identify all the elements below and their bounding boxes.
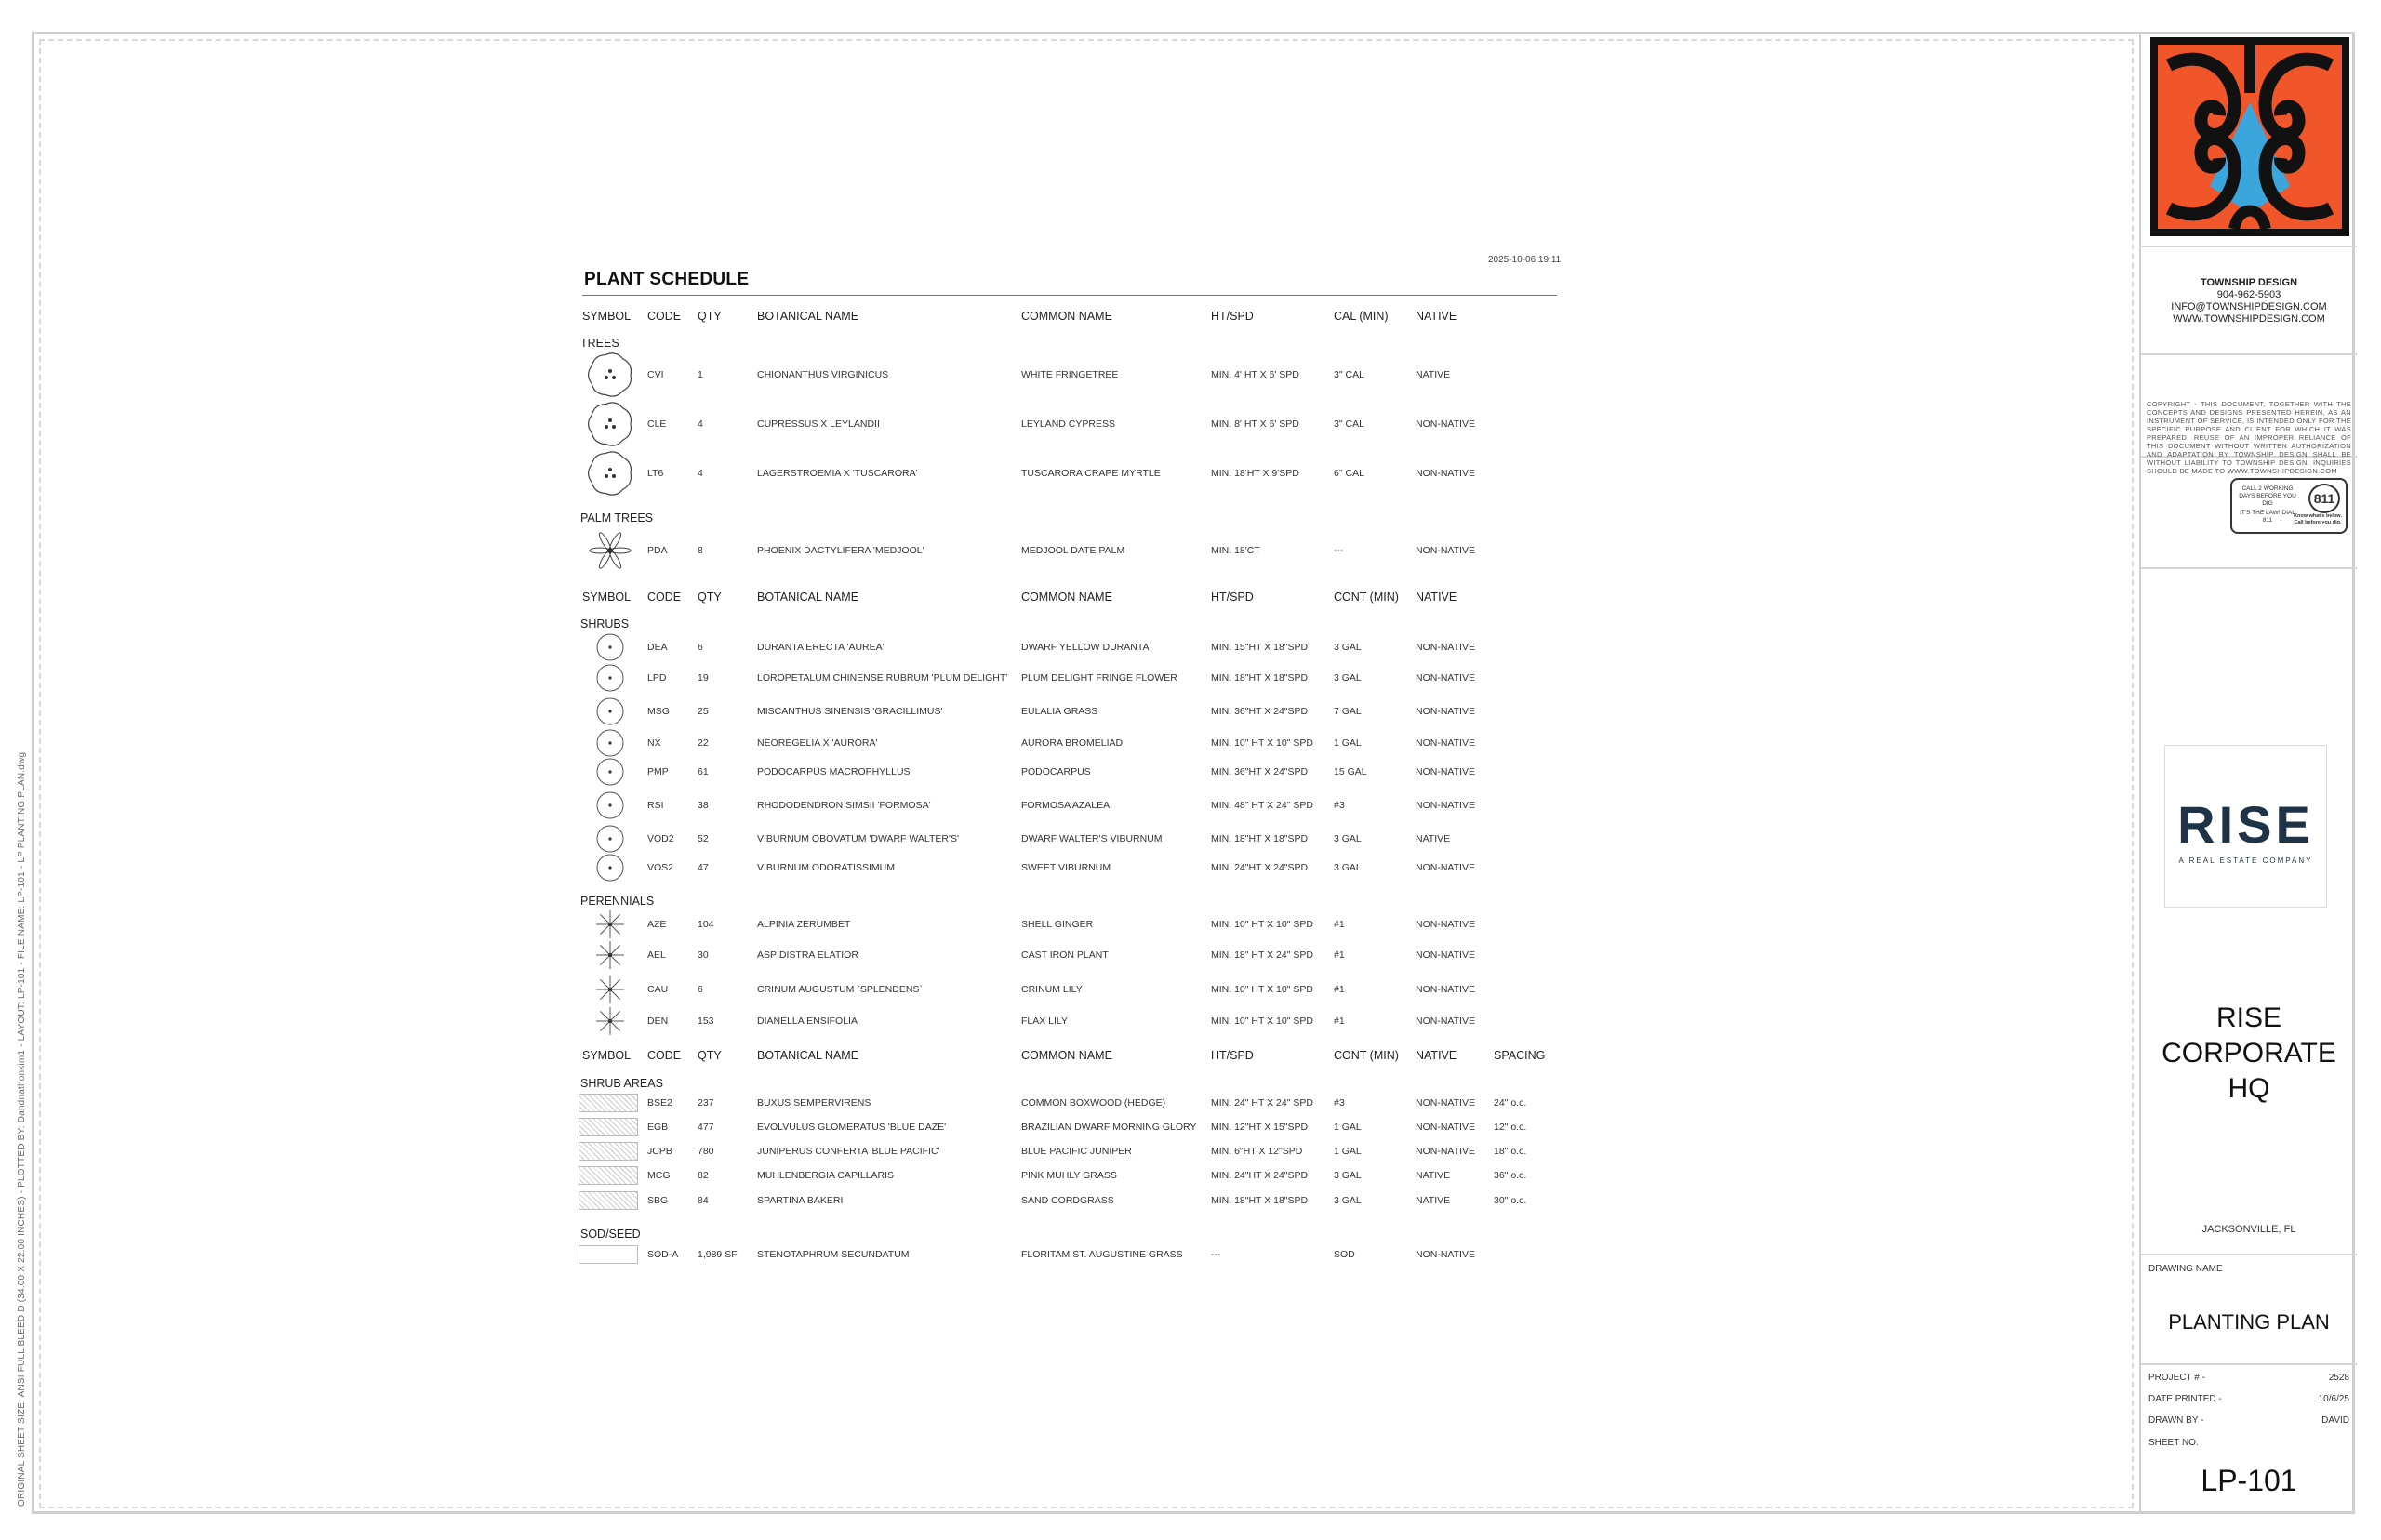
row-code: LPD	[647, 672, 667, 684]
shrub-symbol-icon	[594, 756, 626, 788]
row-code: LT6	[647, 468, 664, 479]
header-botanical: BOTANICAL NAME	[757, 1049, 859, 1062]
client-logo-word: RISE	[2177, 795, 2314, 854]
shrub-symbol-icon	[594, 662, 626, 694]
row-qty: 237	[698, 1097, 714, 1109]
row-htspd: MIN. 6"HT X 12"SPD	[1211, 1146, 1303, 1157]
header-common: COMMON NAME	[1021, 591, 1112, 604]
row-spacing: 12" o.c.	[1494, 1122, 1527, 1133]
header-cal-min: CAL (MIN)	[1334, 310, 1389, 323]
perennial-symbol-icon	[593, 1004, 627, 1038]
header-spacing: SPACING	[1494, 1049, 1546, 1062]
row-qty: 61	[698, 766, 709, 777]
row-native: NATIVE	[1416, 1170, 1451, 1181]
row-common-name: FLAX LILY	[1021, 1016, 1068, 1027]
schedule-title: PLANT SCHEDULE	[584, 270, 750, 289]
perennial-symbol-icon	[593, 938, 627, 972]
row-size: 6" CAL	[1334, 468, 1364, 479]
row-size: 3" CAL	[1334, 418, 1364, 430]
row-botanical-name: BUXUS SEMPERVIRENS	[757, 1097, 871, 1109]
row-qty: 153	[698, 1016, 714, 1027]
header-cont-min: CONT (MIN)	[1334, 591, 1399, 604]
row-size: #3	[1334, 1097, 1345, 1109]
shrub-symbol-icon	[594, 852, 626, 883]
row-common-name: DWARF YELLOW DURANTA	[1021, 642, 1150, 653]
shrub-symbol-icon	[594, 727, 626, 759]
row-htspd: MIN. 18"HT X 18"SPD	[1211, 1195, 1309, 1206]
perennial-symbol-icon	[593, 908, 627, 941]
header-htspd: HT/SPD	[1211, 310, 1254, 323]
row-botanical-name: DURANTA ERECTA 'AUREA'	[757, 642, 885, 653]
divider	[2141, 1254, 2357, 1255]
row-htspd: MIN. 24"HT X 24"SPD	[1211, 862, 1309, 873]
row-native: NON-NATIVE	[1416, 1249, 1475, 1260]
row-botanical-name: MUHLENBERGIA CAPILLARIS	[757, 1170, 895, 1181]
header-qty: QTY	[698, 310, 722, 323]
row-native: NON-NATIVE	[1416, 800, 1475, 811]
row-common-name: PLUM DELIGHT FRINGE FLOWER	[1021, 672, 1177, 684]
row-code: DEA	[647, 642, 668, 653]
shrub-symbol-icon	[594, 631, 626, 663]
row-common-name: MEDJOOL DATE PALM	[1021, 545, 1125, 556]
group-trees: TREES	[580, 337, 619, 350]
shrub-symbol-icon	[594, 823, 626, 855]
row-qty: 477	[698, 1122, 714, 1133]
row-size: #1	[1334, 949, 1345, 961]
copyright-text: COPYRIGHT - THIS DOCUMENT, TOGETHER WITH THE CONCEPTS AND DESIGNS PRESENTED HEREIN, AS AN INSTRUMENT OF SERVICE, IS INTENDED ONLY FOR THE SPECIFIC PURPOSE AND CLIENT FOR WHICH IT WAS PREPARED. REUSE OF AN IMPROPER RELIANCE OF THIS DOCUMENT WITHOUT WRITTEN AUTHORIZATION AND ADAPTATION BY TOWNSHIP DESIGN SHALL BE WITHOUT LIABILITY TO TOWNSHIP DESIGN. INQUIRIES SHOULD BE MADE TO WWW.TOWNSHIPDESIGN.COM	[2147, 400, 2351, 475]
client-logo-tagline: A REAL ESTATE COMPANY	[2178, 856, 2313, 865]
row-native: NATIVE	[1416, 1195, 1451, 1206]
firm-phone: 904-962-5903	[2216, 289, 2281, 300]
date-printed: 10/6/25	[2318, 1394, 2349, 1404]
area-hatch-swatch	[579, 1142, 638, 1161]
row-code: MCG	[647, 1170, 671, 1181]
row-common-name: CRINUM LILY	[1021, 984, 1083, 995]
row-code: AZE	[647, 919, 667, 930]
row-size: #1	[1334, 1016, 1345, 1027]
area-hatch-swatch	[579, 1094, 638, 1112]
row-size: #1	[1334, 919, 1345, 930]
header-qty: QTY	[698, 1049, 722, 1062]
row-qty: 1,989 SF	[698, 1249, 738, 1260]
project-name-line2: CORPORATE	[2162, 1038, 2336, 1069]
row-code: EGB	[647, 1122, 669, 1133]
header-symbol: SYMBOL	[582, 310, 632, 323]
row-botanical-name: VIBURNUM ODORATISSIMUM	[757, 862, 895, 873]
row-qty: 30	[698, 949, 709, 961]
row-botanical-name: MISCANTHUS SINENSIS 'GRACILLIMUS'	[757, 706, 943, 717]
row-htspd: MIN. 10" HT X 10" SPD	[1211, 737, 1313, 749]
row-size: 3 GAL	[1334, 833, 1362, 844]
drawing-name: PLANTING PLAN	[2168, 1310, 2330, 1334]
title-rule	[582, 295, 1557, 296]
row-common-name: SWEET VIBURNUM	[1021, 862, 1111, 873]
firm-email: INFO@TOWNSHIPDESIGN.COM	[2171, 301, 2327, 312]
row-code: MSG	[647, 706, 670, 717]
row-htspd: ---	[1211, 1249, 1221, 1260]
row-spacing: 30" o.c.	[1494, 1195, 1527, 1206]
row-size: ---	[1334, 545, 1344, 556]
row-qty: 780	[698, 1146, 714, 1157]
call811-law: IT'S THE LAW! DIAL 811	[2240, 510, 2295, 524]
call811-icon: 811	[2308, 484, 2340, 513]
row-spacing: 18" o.c.	[1494, 1146, 1527, 1157]
row-native: NON-NATIVE	[1416, 984, 1475, 995]
row-native: NON-NATIVE	[1416, 672, 1475, 684]
row-size: 1 GAL	[1334, 737, 1362, 749]
row-common-name: BRAZILIAN DWARF MORNING GLORY	[1021, 1122, 1197, 1133]
row-native: NON-NATIVE	[1416, 545, 1475, 556]
row-native: NON-NATIVE	[1416, 418, 1475, 430]
row-qty: 82	[698, 1170, 709, 1181]
row-size: 1 GAL	[1334, 1146, 1362, 1157]
header-native: NATIVE	[1416, 310, 1457, 323]
row-htspd: MIN. 24"HT X 24"SPD	[1211, 1170, 1309, 1181]
row-code: PMP	[647, 766, 669, 777]
row-botanical-name: CUPRESSUS X LEYLANDII	[757, 418, 880, 430]
header-native: NATIVE	[1416, 591, 1457, 604]
sheet-number: LP-101	[2201, 1464, 2297, 1497]
project-city: JACKSONVILLE, FL	[2201, 1224, 2296, 1235]
row-common-name: TUSCARORA CRAPE MYRTLE	[1021, 468, 1161, 479]
row-common-name: LEYLAND CYPRESS	[1021, 418, 1115, 430]
row-size: #3	[1334, 800, 1345, 811]
area-hatch-swatch	[579, 1191, 638, 1210]
row-qty: 22	[698, 737, 709, 749]
row-code: SOD-A	[647, 1249, 679, 1260]
perennial-symbol-icon	[593, 973, 627, 1006]
row-qty: 6	[698, 984, 703, 995]
row-htspd: MIN. 10" HT X 10" SPD	[1211, 1016, 1313, 1027]
row-botanical-name: LOROPETALUM CHINENSE RUBRUM 'PLUM DELIGHT'	[757, 672, 1008, 684]
shrub-symbol-icon	[594, 696, 626, 727]
group-shrubs: SHRUBS	[580, 617, 630, 631]
row-size: #1	[1334, 984, 1345, 995]
row-qty: 8	[698, 545, 703, 556]
row-code: SBG	[647, 1195, 669, 1206]
date-printed-row	[2148, 1394, 2349, 1404]
group-sod-seed: SOD/SEED	[580, 1228, 641, 1241]
row-htspd: MIN. 18" HT X 24" SPD	[1211, 949, 1313, 961]
row-qty: 104	[698, 919, 714, 930]
row-native: NON-NATIVE	[1416, 1122, 1475, 1133]
row-botanical-name: NEOREGELIA X 'AURORA'	[757, 737, 878, 749]
header-botanical: BOTANICAL NAME	[757, 591, 859, 604]
project-number: 2528	[2328, 1373, 2349, 1383]
row-native: NON-NATIVE	[1416, 737, 1475, 749]
row-qty: 38	[698, 800, 709, 811]
row-qty: 6	[698, 642, 703, 653]
tree-symbol-icon	[587, 401, 633, 447]
tree-symbol-icon	[587, 352, 633, 398]
row-code: VOD2	[647, 833, 674, 844]
row-size: 1 GAL	[1334, 1122, 1362, 1133]
row-native: NON-NATIVE	[1416, 919, 1475, 930]
row-native: NON-NATIVE	[1416, 1016, 1475, 1027]
group-palm-trees: PALM TREES	[580, 511, 654, 524]
header-symbol: SYMBOL	[582, 1049, 632, 1062]
header-botanical: BOTANICAL NAME	[757, 310, 859, 323]
row-code: VOS2	[647, 862, 674, 873]
row-htspd: MIN. 36"HT X 24"SPD	[1211, 706, 1309, 717]
row-qty: 4	[698, 418, 703, 430]
drawn-by-row	[2148, 1415, 2349, 1426]
row-botanical-name: ASPIDISTRA ELATIOR	[757, 949, 858, 961]
row-htspd: MIN. 12"HT X 15"SPD	[1211, 1122, 1309, 1133]
copyright-section	[2141, 355, 2357, 475]
group-shrub-areas: SHRUB AREAS	[580, 1077, 663, 1090]
row-code: CVI	[647, 369, 664, 380]
shrub-symbol-icon	[594, 790, 626, 821]
project-number-label: PROJECT # -	[2148, 1373, 2205, 1383]
row-common-name: FORMOSA AZALEA	[1021, 800, 1111, 811]
row-common-name: DWARF WALTER'S VIBURNUM	[1021, 833, 1163, 844]
header-cont-min: CONT (MIN)	[1334, 1049, 1399, 1062]
row-htspd: MIN. 18'CT	[1211, 545, 1260, 556]
firm-website: WWW.TOWNSHIPDESIGN.COM	[2173, 313, 2325, 325]
project-name-line3: HQ	[2228, 1073, 2270, 1104]
row-htspd: MIN. 18"HT X 18"SPD	[1211, 672, 1309, 684]
row-size: 3 GAL	[1334, 672, 1362, 684]
row-size: 3" CAL	[1334, 369, 1364, 380]
row-botanical-name: PODOCARPUS MACROPHYLLUS	[757, 766, 911, 777]
area-hatch-swatch	[579, 1118, 638, 1136]
row-size: 3 GAL	[1334, 642, 1362, 653]
sod-swatch	[579, 1245, 638, 1264]
row-qty: 25	[698, 706, 709, 717]
plot-info-text: ORIGINAL SHEET SIZE: ANSI FULL BLEED D (34.00 X 22.00 INCHES) - PLOTTED BY: Dandnathonkim1 - LAYOUT: LP-101 - FILE NAME: LP-101 - LP PLANTING PLAN.dwg	[17, 751, 27, 1507]
row-htspd: MIN. 18'HT X 9'SPD	[1211, 468, 1299, 479]
row-common-name: CAST IRON PLANT	[1021, 949, 1109, 961]
row-native: NATIVE	[1416, 833, 1451, 844]
row-native: NON-NATIVE	[1416, 862, 1475, 873]
row-native: NON-NATIVE	[1416, 1097, 1475, 1109]
row-code: PDA	[647, 545, 668, 556]
header-code: CODE	[647, 310, 682, 323]
header-code: CODE	[647, 591, 682, 604]
row-qty: 19	[698, 672, 709, 684]
header-symbol: SYMBOL	[582, 591, 632, 604]
header-code: CODE	[647, 1049, 682, 1062]
project-number-row	[2148, 1373, 2349, 1383]
row-native: NON-NATIVE	[1416, 1146, 1475, 1157]
header-qty: QTY	[698, 591, 722, 604]
row-size: SOD	[1334, 1249, 1355, 1260]
firm-logo-section	[2141, 33, 2357, 247]
row-code: AEL	[647, 949, 666, 961]
row-common-name: PINK MUHLY GRASS	[1021, 1170, 1117, 1181]
area-hatch-swatch	[579, 1166, 638, 1185]
call811-section	[2141, 458, 2357, 569]
row-size: 15 GAL	[1334, 766, 1367, 777]
row-native: NON-NATIVE	[1416, 706, 1475, 717]
call811-tagline: Know what's below. Call before you dig.	[2294, 513, 2342, 525]
title-block	[2139, 33, 2357, 1514]
row-qty: 4	[698, 468, 703, 479]
row-htspd: MIN. 48" HT X 24" SPD	[1211, 800, 1313, 811]
row-botanical-name: EVOLVULUS GLOMERATUS 'BLUE DAZE'	[757, 1122, 947, 1133]
date-printed-label: DATE PRINTED -	[2148, 1394, 2222, 1404]
header-native: NATIVE	[1416, 1049, 1457, 1062]
row-common-name: EULALIA GRASS	[1021, 706, 1098, 717]
row-common-name: FLORITAM ST. AUGUSTINE GRASS	[1021, 1249, 1183, 1260]
drawn-by: DAVID	[2321, 1415, 2349, 1426]
row-code: RSI	[647, 800, 664, 811]
row-native: NON-NATIVE	[1416, 949, 1475, 961]
project-name	[2141, 1001, 2357, 1107]
firm-logo-graphic	[2150, 37, 2349, 236]
row-common-name: SAND CORDGRASS	[1021, 1195, 1114, 1206]
row-botanical-name: CRINUM AUGUSTUM `SPLENDENS`	[757, 984, 923, 995]
row-htspd: MIN. 24" HT X 24" SPD	[1211, 1097, 1313, 1109]
row-code: BSE2	[647, 1097, 672, 1109]
call811-badge	[2230, 478, 2348, 534]
header-common: COMMON NAME	[1021, 310, 1112, 323]
row-qty: 52	[698, 833, 709, 844]
row-native: NON-NATIVE	[1416, 468, 1475, 479]
row-native: NON-NATIVE	[1416, 642, 1475, 653]
date-stamp: 2025-10-06 19:11	[1488, 255, 1562, 265]
palm-symbol-icon	[587, 527, 633, 574]
row-size: 7 GAL	[1334, 706, 1362, 717]
firm-info-section	[2141, 247, 2357, 355]
row-code: CLE	[647, 418, 667, 430]
row-htspd: MIN. 4' HT X 6' SPD	[1211, 369, 1299, 380]
header-common: COMMON NAME	[1021, 1049, 1112, 1062]
drawing-name-label: DRAWING NAME	[2148, 1264, 2223, 1274]
row-size: 3 GAL	[1334, 862, 1362, 873]
row-botanical-name: DIANELLA ENSIFOLIA	[757, 1016, 858, 1027]
row-common-name: COMMON BOXWOOD (HEDGE)	[1021, 1097, 1166, 1109]
row-botanical-name: SPARTINA BAKERI	[757, 1195, 844, 1206]
row-common-name: BLUE PACIFIC JUNIPER	[1021, 1146, 1132, 1157]
row-qty: 47	[698, 862, 709, 873]
firm-name: TOWNSHIP DESIGN	[2200, 277, 2298, 288]
row-botanical-name: STENOTAPHRUM SECUNDATUM	[757, 1249, 910, 1260]
row-botanical-name: ALPINIA ZERUMBET	[757, 919, 851, 930]
row-native: NATIVE	[1416, 369, 1451, 380]
firm-logo	[2150, 37, 2349, 236]
row-code: DEN	[647, 1016, 669, 1027]
row-common-name: PODOCARPUS	[1021, 766, 1091, 777]
project-name-line1: RISE	[2215, 1002, 2282, 1033]
row-htspd: MIN. 8' HT X 6' SPD	[1211, 418, 1299, 430]
row-botanical-name: RHODODENDRON SIMSII 'FORMOSA'	[757, 800, 931, 811]
row-botanical-name: CHIONANTHUS VIRGINICUS	[757, 369, 889, 380]
row-spacing: 36" o.c.	[1494, 1170, 1527, 1181]
call811-text: CALL 2 WORKING DAYS BEFORE YOU DIG	[2239, 485, 2296, 507]
row-code: NX	[647, 737, 661, 749]
client-logo	[2164, 745, 2327, 908]
row-code: CAU	[647, 984, 669, 995]
sheet-number-label: SHEET NO.	[2148, 1438, 2199, 1448]
header-htspd: HT/SPD	[1211, 591, 1254, 604]
row-qty: 1	[698, 369, 703, 380]
row-htspd: MIN. 10" HT X 10" SPD	[1211, 984, 1313, 995]
row-common-name: WHITE FRINGETREE	[1021, 369, 1119, 380]
divider	[2141, 1363, 2357, 1365]
row-botanical-name: JUNIPERUS CONFERTA 'BLUE PACIFIC'	[757, 1146, 940, 1157]
row-htspd: MIN. 36"HT X 24"SPD	[1211, 766, 1309, 777]
header-htspd: HT/SPD	[1211, 1049, 1254, 1062]
row-size: 3 GAL	[1334, 1170, 1362, 1181]
row-htspd: MIN. 18"HT X 18"SPD	[1211, 833, 1309, 844]
tree-symbol-icon	[587, 450, 633, 497]
row-botanical-name: VIBURNUM OBOVATUM 'DWARF WALTER'S'	[757, 833, 959, 844]
row-native: NON-NATIVE	[1416, 766, 1475, 777]
drawn-by-label: DRAWN BY -	[2148, 1415, 2204, 1426]
row-htspd: MIN. 10" HT X 10" SPD	[1211, 919, 1313, 930]
row-spacing: 24" o.c.	[1494, 1097, 1527, 1109]
row-common-name: AURORA BROMELIAD	[1021, 737, 1124, 749]
row-botanical-name: LAGERSTROEMIA X 'TUSCARORA'	[757, 468, 918, 479]
row-common-name: SHELL GINGER	[1021, 919, 1094, 930]
row-htspd: MIN. 15"HT X 18"SPD	[1211, 642, 1309, 653]
row-botanical-name: PHOENIX DACTYLIFERA 'MEDJOOL'	[757, 545, 924, 556]
group-perennials: PERENNIALS	[580, 895, 655, 908]
row-size: 3 GAL	[1334, 1195, 1362, 1206]
row-code: JCPB	[647, 1146, 672, 1157]
row-qty: 84	[698, 1195, 709, 1206]
